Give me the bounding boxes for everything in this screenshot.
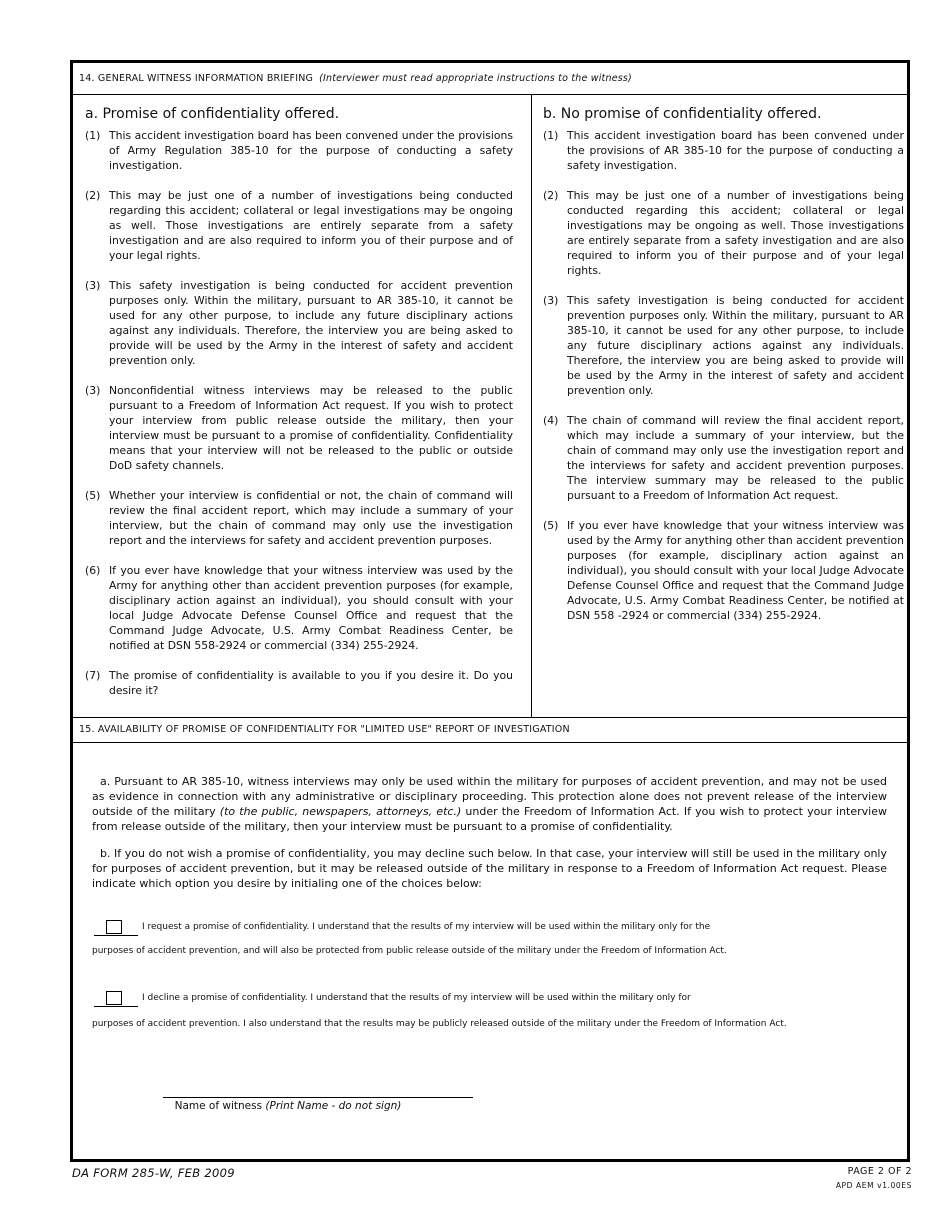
column-b-item-number: (4) [543,414,559,427]
column-b-item-text: This safety investigation is being conducted for accident prevention purposes only. Within the military, pursuant to AR 385-10, it cannot be used for any other purpose, to include any future disciplinary actions against any individuals. Therefore, the interview you are being asked to provide will be used by the Army in the interest of safety and accident prevention only. [567,294,904,397]
column-b-item-text: If you ever have knowledge that your witness interview was used by the Army for anything other than accident prevention purposes (for example, disciplinary action against an individual), you should consult with your local Judge Advocate Defense Counsel Office and request that the Command Judge Advocate, U.S. Army Combat Readiness Center, be notified at DSN 558 -2924 or commercial (334) 255-2924. [567,519,904,622]
section-15-header: 15. AVAILABILITY OF PROMISE OF CONFIDENTIALITY FOR "LIMITED USE" REPORT OF INVESTIGATION [73,717,907,743]
column-a-item-text: This safety investigation is being conducted for accident prevention purposes only. Within the military, pursuant to AR 385-10, it cannot be used for any other purpose, to include any future disciplinary actions against any individuals. Therefore, the interview you are being asked to provide will be used by the Army in the interest of safety and accident prevention only. [109,279,513,367]
column-a-item-number: (5) [85,489,101,502]
request-text-line1: I request a promise of confidentiality. I understand that the results of my interview will be used within the military only for the [142,922,711,932]
footer-right [836,1166,912,1190]
form-id: DA FORM 285-W, FEB 2009 [72,1166,235,1180]
column-a-item [85,383,513,473]
column-a-item-text: Whether your interview is confidential or not, the chain of command will review the final accident report, which may include a summary of your interview, but the chain of command may only use the investigation report and the interviews for safety and accident prevention purposes. [109,489,513,547]
witness-name-field[interactable] [163,1097,473,1112]
column-a-item [85,278,513,368]
column-b-title: b. No promise of confidentiality offered. [543,106,822,122]
column-b-item-number: (5) [543,519,559,532]
column-a-item-text: This accident investigation board has been convened under the provisions of Army Regulation 385-10 for the purpose of conducting a safety investigation. [109,129,513,172]
page-number: PAGE 2 OF 2 [847,1166,912,1177]
witness-name-label: Name of witness [174,1100,263,1112]
request-checkbox[interactable] [106,920,122,934]
column-a-item [85,188,513,263]
paragraph-a-italic: (to the public, newspapers, attorneys, etc.) [219,805,462,818]
column-b-item-number: (3) [543,294,559,307]
column-b-item [543,188,904,278]
column-a-item-number: (7) [85,669,101,682]
column-b-item-number: (1) [543,129,559,142]
column-a-item-number: (6) [85,564,101,577]
column-b-item-number: (2) [543,189,559,202]
da-form-285w-page2 [70,60,910,1162]
decline-text-line1: I decline a promise of confidentiality. I understand that the results of my interview will be used within the military only for [142,993,691,1003]
paragraph-a-text-2: under the Freedom of Information Act. If you wish to protect your interview from release outside of the military, then your interview must be pursuant to a promise of confidentiality. [92,805,887,833]
column-a-item-number: (2) [85,189,101,202]
column-no-confidentiality [532,95,910,717]
paragraph-a [92,774,887,834]
column-a-item-number: (3) [85,279,101,292]
column-b-item [543,413,904,503]
column-b-items [543,128,904,623]
column-b-item [543,293,904,398]
request-text-line2: purposes of accident prevention, and will also be protected from public release outside of the military under the Freedom of Information Act. [92,946,727,956]
column-b-item-text: This may be just one of a number of investigations being conducted regarding this accident; collateral or legal investigations may be ongoing as well. Those investigations are entirely separate from a safety investigation and are also required to inform you of their purpose and of your legal rights. [567,189,904,277]
column-confidentiality-offered [73,95,532,717]
witness-name-note: (Print Name - do not sign) [265,1100,402,1112]
column-a-item-number: (1) [85,129,101,142]
section-14-note: (Interviewer must read appropriate instructions to the witness) [319,73,632,84]
choice-request-confidentiality [92,919,887,958]
column-a-item [85,668,513,698]
column-b-item-text: This accident investigation board has been convened under the provisions of AR 385-10 for the purpose of conducting a safety investigation. [567,129,904,172]
paragraph-a-text-1: a. Pursuant to AR 385-10, witness interviews may only be used within the military for purposes of accident prevention, and may not be used as evidence in connection with any administrative or disciplinary proceeding. This protection alone does not prevent release of the interview outside of the military [92,775,887,818]
choice-decline-confidentiality [92,990,887,1031]
column-a-item-text: If you ever have knowledge that your witness interview was used by the Army for anything other than accident prevention purposes (for example, disciplinary action against an individual), you should consult with your local Judge Advocate Defense Counsel Office and request that the Command Judge Advocate, U.S. Army Combat Readiness Center, be notified at DSN 558-2924 or commercial (334) 255-2924. [109,564,513,652]
column-a-item-text: The promise of confidentiality is available to you if you desire it. Do you desire it? [109,669,513,697]
column-a-item [85,128,513,173]
section-14-header [73,63,907,95]
column-a-items [85,128,513,698]
column-b-item-text: The chain of command will review the final accident report, which may include a summary of your interview, but the chain of command may only use the investigation report and the interviews for safety and accident prevention purposes. The interview summary may be released to the public pursuant to a Freedom of Information Act request. [567,414,904,502]
section-14-title: 14. GENERAL WITNESS INFORMATION BRIEFING [79,73,314,84]
paragraph-b: b. If you do not wish a promise of confidentiality, you may decline such below. In that case, your interview will still be used in the military only for purposes of accident prevention, but it may be released outside of the military in response to a Freedom of Information Act request. Please indicate which option you desire by initialing one of the choices below: [92,847,887,890]
decline-text-line2: purposes of accident prevention. I also understand that the results may be publicly released outside of the military under the Freedom of Information Act. [92,1019,787,1029]
column-b-item [543,128,904,173]
decline-checkbox[interactable] [106,991,122,1005]
form-version: APD AEM v1.00ES [835,1181,912,1190]
column-a-item-text: This may be just one of a number of investigations being conducted regarding this accident; collateral or legal investigations may be ongoing as well. Those investigations are entirely separate from a safety investigation and are also required to inform you of their purpose and of your legal rights. [109,189,513,262]
column-a-item-number: (3) [85,384,101,397]
column-a-item [85,563,513,653]
column-b-item [543,518,904,623]
section-15-body [73,742,907,1159]
column-a-item [85,488,513,548]
column-a-title: a. Promise of confidentiality offered. [85,106,340,122]
column-a-item-text: Nonconfidential witness interviews may be released to the public pursuant to a Freedom of Information Act request. If you wish to protect your interview from public release outside the military, then your interview must be pursuant to a promise of confidentiality. Confidentiality means that your interview will not be released to the public or outside DoD safety channels. [109,384,513,472]
